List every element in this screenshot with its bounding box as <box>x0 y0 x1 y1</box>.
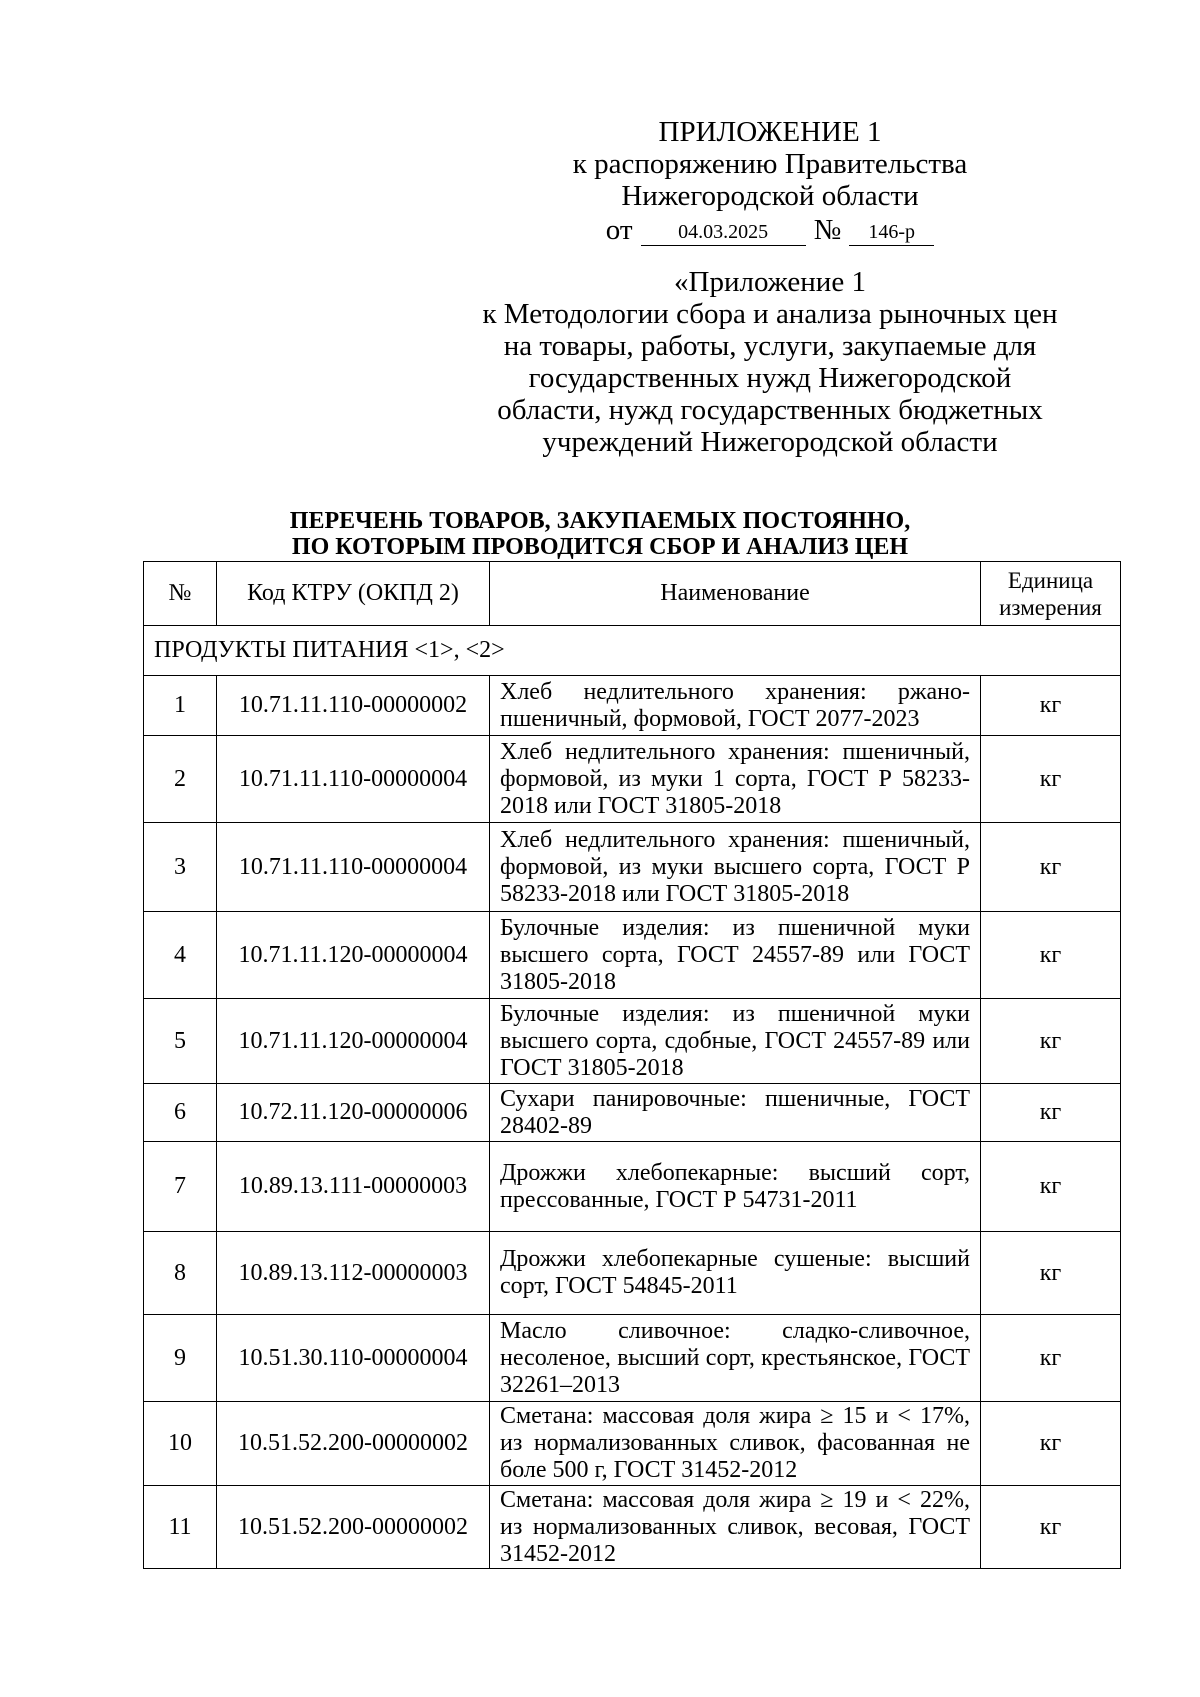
row-unit: кг <box>981 736 1121 823</box>
header-code: Код КТРУ (ОКПД 2) <box>217 562 490 626</box>
row-unit: кг <box>981 1232 1121 1315</box>
approval-dateline <box>490 214 1050 246</box>
table-row <box>144 676 1121 736</box>
methodology-line: на товары, работы, услуги, закупаемые для <box>503 330 1037 362</box>
row-code: 10.51.52.200-00000002 <box>217 1402 490 1486</box>
from-label: от <box>605 214 633 246</box>
table-row <box>144 1142 1121 1232</box>
row-code: 10.71.11.120-00000004 <box>217 999 490 1084</box>
row-code: 10.51.30.110-00000004 <box>217 1315 490 1402</box>
methodology-line: государственных нужд Нижегородской <box>528 362 1012 394</box>
row-code: 10.89.13.111-00000003 <box>217 1142 490 1232</box>
row-code: 10.51.52.200-00000002 <box>217 1486 490 1569</box>
row-name: Булочные изделия: из пшеничной муки высшего сорта, сдобные, ГОСТ 24557-89 или ГОСТ 31805-2018 <box>490 999 981 1084</box>
row-name: Булочные изделия: из пшеничной муки высшего сорта, ГОСТ 24557-89 или ГОСТ 31805-2018 <box>490 912 981 999</box>
approval-number: 146-р <box>849 221 934 246</box>
row-number: 4 <box>144 912 217 999</box>
table-row <box>144 912 1121 999</box>
list-title <box>200 508 1000 560</box>
row-number: 5 <box>144 999 217 1084</box>
row-name: Сметана: массовая доля жира ≥ 15 и < 17%, из нормализованных сливок, фасованная не боле 500 г, ГОСТ 31452-2012 <box>490 1402 981 1486</box>
number-label: № <box>813 214 842 246</box>
row-unit: кг <box>981 676 1121 736</box>
section-row <box>144 626 1121 676</box>
row-code: 10.89.13.112-00000003 <box>217 1232 490 1315</box>
section-label: ПРОДУКТЫ ПИТАНИЯ <1>, <2> <box>144 626 1121 676</box>
row-number: 7 <box>144 1142 217 1232</box>
row-number: 11 <box>144 1486 217 1569</box>
list-title-line: ПО КОТОРЫМ ПРОВОДИТСЯ СБОР И АНАЛИЗ ЦЕН <box>291 534 909 560</box>
row-name: Сухари панировочные: пшеничные, ГОСТ 28402-89 <box>490 1084 981 1142</box>
row-unit: кг <box>981 1084 1121 1142</box>
row-code: 10.71.11.120-00000004 <box>217 912 490 999</box>
row-code: 10.71.11.110-00000002 <box>217 676 490 736</box>
goods-table <box>143 561 1121 1569</box>
row-name: Хлеб недлительного хранения: ржано-пшеничный, формовой, ГОСТ 2077-2023 <box>490 676 981 736</box>
row-code: 10.71.11.110-00000004 <box>217 736 490 823</box>
table-row <box>144 1084 1121 1142</box>
approval-line: к распоряжению Правительства <box>572 148 968 180</box>
row-name: Сметана: массовая доля жира ≥ 19 и < 22%, из нормализованных сливок, весовая, ГОСТ 31452-2012 <box>490 1486 981 1569</box>
table-row <box>144 1486 1121 1569</box>
header-unit: Единица измерения <box>981 562 1121 626</box>
row-name: Дрожжи хлебопекарные: высший сорт, прессованные, ГОСТ Р 54731-2011 <box>490 1142 981 1232</box>
row-number: 2 <box>144 736 217 823</box>
table-row <box>144 1232 1121 1315</box>
list-title-line: ПЕРЕЧЕНЬ ТОВАРОВ, ЗАКУПАЕМЫХ ПОСТОЯННО, <box>289 508 911 534</box>
row-unit: кг <box>981 1315 1121 1402</box>
row-unit: кг <box>981 1142 1121 1232</box>
row-number: 9 <box>144 1315 217 1402</box>
row-name: Масло сливочное: сладко-сливочное, несоленое, высший сорт, крестьянское, ГОСТ 32261–2013 <box>490 1315 981 1402</box>
methodology-block <box>470 266 1070 458</box>
approval-date: 04.03.2025 <box>641 221 806 246</box>
row-unit: кг <box>981 823 1121 912</box>
table-header-row <box>144 562 1121 626</box>
table-row <box>144 999 1121 1084</box>
approval-line: Нижегородской области <box>621 180 919 212</box>
row-unit: кг <box>981 912 1121 999</box>
row-number: 6 <box>144 1084 217 1142</box>
row-code: 10.72.11.120-00000006 <box>217 1084 490 1142</box>
header-number: № <box>144 562 217 626</box>
row-name: Хлеб недлительного хранения: пшеничный, формовой, из муки высшего сорта, ГОСТ Р 58233-2018 или ГОСТ 31805-2018 <box>490 823 981 912</box>
methodology-line: области, нужд государственных бюджетных <box>497 394 1043 426</box>
row-code: 10.71.11.110-00000004 <box>217 823 490 912</box>
methodology-line: «Приложение 1 <box>674 266 866 298</box>
approval-title: ПРИЛОЖЕНИЕ 1 <box>658 116 882 148</box>
row-unit: кг <box>981 999 1121 1084</box>
table-row <box>144 1315 1121 1402</box>
row-number: 8 <box>144 1232 217 1315</box>
row-unit: кг <box>981 1486 1121 1569</box>
row-number: 10 <box>144 1402 217 1486</box>
header-name: Наименование <box>490 562 981 626</box>
table-row <box>144 823 1121 912</box>
methodology-line: к Методологии сбора и анализа рыночных цен <box>482 298 1058 330</box>
approval-block <box>490 116 1050 246</box>
table-row <box>144 1402 1121 1486</box>
table-row <box>144 736 1121 823</box>
row-number: 3 <box>144 823 217 912</box>
row-number: 1 <box>144 676 217 736</box>
row-name: Хлеб недлительного хранения: пшеничный, формовой, из муки 1 сорта, ГОСТ Р 58233-2018 или ГОСТ 31805-2018 <box>490 736 981 823</box>
row-name: Дрожжи хлебопекарные сушеные: высший сорт, ГОСТ 54845-2011 <box>490 1232 981 1315</box>
row-unit: кг <box>981 1402 1121 1486</box>
methodology-line: учреждений Нижегородской области <box>542 426 998 458</box>
